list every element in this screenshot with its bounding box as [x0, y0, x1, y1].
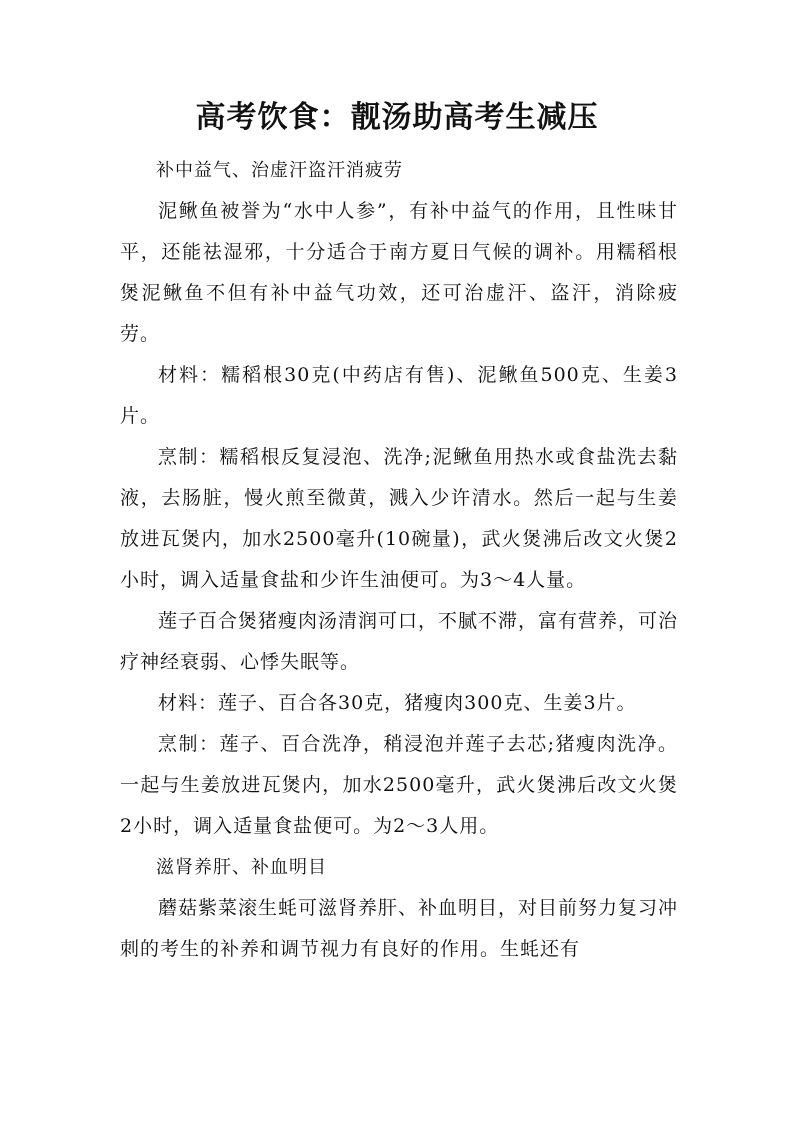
document-body [120, 150, 678, 970]
paragraph-lotus-ingredients: 材料：莲子、百合各30克，猪瘦肉300克、生姜3片。 [158, 692, 637, 714]
paragraph-loach-intro: 泥鳅鱼被誉为“水中人参”，有补中益气的作用，且性味甘平，还能祛湿邪，十分适合于南方夏日气候的调补。用糯稻根煲泥鳅鱼不但有补中益气功效，还可治虚汗、盗汗，消除疲劳。 [120, 200, 678, 345]
document-title: 高考饮食：靓汤助高考生减压 [195, 100, 599, 135]
paragraph-loach-ingredients: 材料：糯稻根30克(中药店有售)、泥鳅鱼500克、生姜3片。 [120, 364, 678, 427]
section-heading-qi: 补中益气、治虚汗盗汗消疲劳 [156, 160, 403, 181]
paragraph-loach-method: 烹制：糯稻根反复浸泡、洗净;泥鳅鱼用热水或食盐洗去黏液，去肠脏，慢火煎至微黄，溅入少许清水。然后一起与生姜放进瓦煲内，加水2500毫升(10碗量)，武火煲沸后改文火煲2小时，调入适量食盐和少许生油便可。为3～4人量。 [120, 446, 678, 591]
paragraph-oyster-intro: 蘑菇紫菜滚生蚝可滋肾养肝、补血明目，对目前努力复习冲刺的考生的补养和调节视力有良好的作用。生蚝还有 [120, 897, 679, 960]
paragraph-lotus-method: 烹制：莲子、百合洗净，稍浸泡并莲子去芯;猪瘦肉洗净。一起与生姜放进瓦煲内，加水2500毫升，武火煲沸后改文火煲2小时，调入适量食盐便可。为2～3人用。 [120, 733, 678, 837]
section-heading-kidney: 滋肾养肝、补血明目 [156, 857, 327, 878]
paragraph-lotus-intro: 莲子百合煲猪瘦肉汤清润可口，不腻不滞，富有营养，可治疗神经衰弱、心悸失眠等。 [120, 610, 679, 673]
